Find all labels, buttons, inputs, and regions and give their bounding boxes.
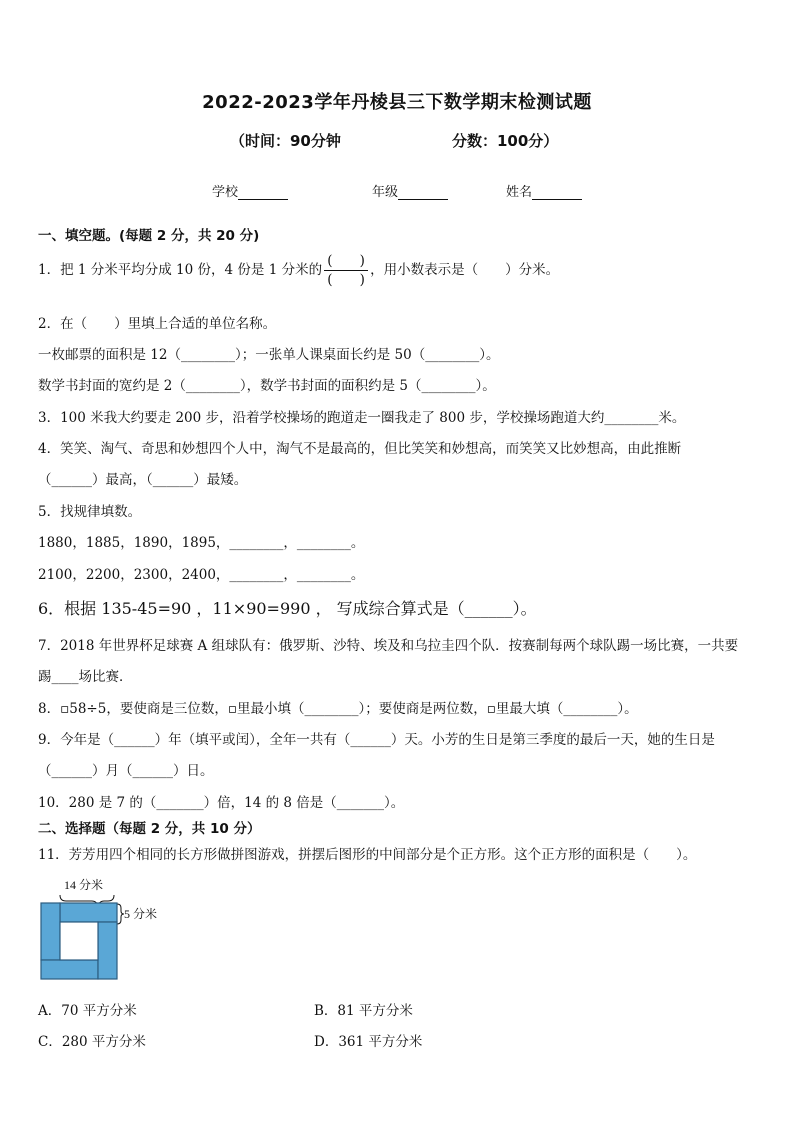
rectangle-puzzle-figure [38, 873, 188, 983]
grade-field [372, 181, 448, 200]
question-5-line-1: 1880，1885，1890，1895，________，________。 [38, 535, 365, 551]
length-label: 14 分米 [64, 878, 104, 892]
school-label: 学校 [212, 185, 239, 200]
section-choice: 二、选择题（每题 2 分，共 10 分） [38, 821, 261, 837]
width-brace [117, 904, 124, 924]
exam-time: （时间：90分钟 [230, 132, 341, 150]
option-a[interactable]: A．70 平方分米 [38, 1003, 137, 1019]
q1-suffix: ，用小数表示是（ ）分米。 [370, 262, 560, 278]
question-2-line-2: 数学书封面的宽约是 2（________），数学书封面的面积约是 5（________）。 [38, 378, 496, 394]
question-9-line-2: （______）月（______）日。 [38, 763, 214, 779]
question-10: 10．280 是 7 的（_______）倍，14 的 8 倍是（_______）。 [38, 795, 405, 811]
option-d[interactable]: D．361 平方分米 [314, 1034, 423, 1050]
section-fill-in: 一、填空题。(每题 2 分，共 20 分) [38, 228, 260, 244]
school-field [212, 181, 288, 200]
page-title: 2022-2023学年丹棱县三下数学期末检测试题 [202, 92, 592, 113]
question-1 [38, 252, 559, 289]
name-blank[interactable] [532, 185, 582, 200]
question-5-stem: 5．找规律填数。 [38, 504, 142, 520]
question-5-line-2: 2100，2200，2300，2400，________，________。 [38, 567, 365, 583]
option-b[interactable]: B．81 平方分米 [314, 1003, 413, 1019]
question-7-line-1: 7．2018 年世界杯足球赛 A 组球队有：俄罗斯、沙特、埃及和乌拉圭四个队．按赛制每两个球队踢一场比赛，一共要 [38, 638, 739, 654]
width-label: 5 分米 [124, 907, 158, 921]
name-field [506, 181, 582, 200]
center-square [60, 922, 98, 960]
exam-score: 分数：100分） [452, 132, 559, 150]
rect-bottom [41, 960, 98, 979]
puzzle-rectangles [41, 903, 117, 979]
grade-blank[interactable] [398, 185, 448, 200]
grade-label: 年级 [372, 185, 399, 200]
name-label: 姓名 [506, 185, 533, 200]
rect-right [98, 922, 117, 979]
question-2-stem: 2．在（ ）里填上合适的单位名称。 [38, 316, 277, 332]
question-3: 3．100 米我大约要走 200 步，沿着学校操场的跑道走一圈我走了 800 步，学校操场跑道大约________米。 [38, 410, 686, 426]
question-7-line-2: 踢____场比赛． [38, 669, 133, 685]
option-c[interactable]: C．280 平方分米 [38, 1034, 146, 1050]
q1-fraction [324, 252, 368, 289]
rect-left [41, 903, 60, 960]
question-9-line-1: 9．今年是（______）年（填平或闰），全年一共有（______）天。小芳的生日是第三季度的最后一天，她的生日是 [38, 732, 715, 748]
q1-numerator: ( ) [327, 253, 365, 269]
rect-top [60, 903, 117, 922]
question-4-line-1: 4．笑笑、淘气、奇思和妙想四个人中，淘气不是最高的，但比笑笑和妙想高，而笑笑又比妙想高，由此推断 [38, 441, 682, 457]
q1-denominator: ( ) [327, 272, 365, 288]
question-8: 8．▫58÷5，要使商是三位数，▫里最小填（________）；要使商是两位数，▫里最大填（________）。 [38, 701, 638, 717]
q1-prefix: 1．把 1 分米平均分成 10 份，4 份是 1 分米的 [38, 262, 323, 278]
question-6: 6．根据 135-45=90 ，11×90=990 ， 写成综合算式是（______）。 [38, 599, 537, 618]
question-11-stem: 11．芳芳用四个相同的长方形做拼图游戏，拼摆后图形的中间部分是个正方形。这个正方形的面积是（ ）。 [38, 847, 697, 863]
question-4-line-2: （______）最高，（______）最矮。 [38, 472, 248, 488]
question-2-line-1: 一枚邮票的面积是 12（________）；一张单人课桌面长约是 50（________）。 [38, 347, 500, 363]
school-blank[interactable] [238, 185, 288, 200]
